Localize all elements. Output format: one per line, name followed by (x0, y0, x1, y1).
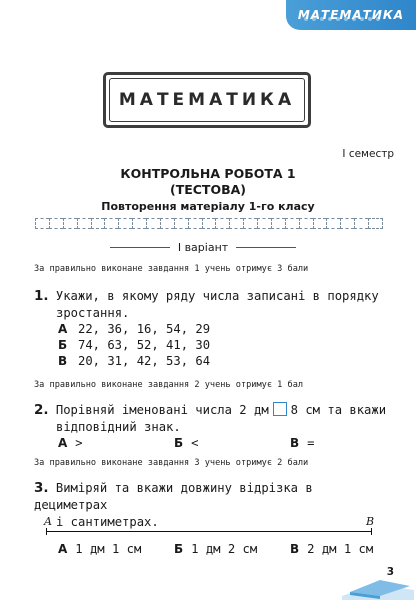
name-grid-cell[interactable] (271, 218, 285, 229)
task-3-option-a[interactable] (58, 542, 141, 556)
subject-corner-tab (286, 0, 416, 30)
name-grid-cell[interactable] (174, 218, 188, 229)
name-grid-cell[interactable] (63, 218, 77, 229)
option-letter: А (58, 322, 68, 336)
option-text: 1 дм 1 см (75, 542, 142, 556)
segment-end-tick (371, 528, 372, 535)
semester-label: І семестр (342, 148, 394, 160)
option-text: 1 дм 2 см (191, 542, 258, 556)
name-grid-cell[interactable] (215, 218, 229, 229)
name-grid-cell[interactable] (299, 218, 313, 229)
task-2-score-note: За правильно виконане завдання 2 учень отримує 1 бал (34, 380, 304, 390)
task-1-question (34, 288, 390, 322)
name-grid-cell[interactable] (229, 218, 243, 229)
name-grid-cell[interactable] (35, 218, 49, 229)
name-grid-cell[interactable] (91, 218, 105, 229)
segment-start-label: A (44, 515, 52, 528)
option-letter: В (58, 354, 68, 368)
task-2-text-line2: відповідний знак. (56, 420, 181, 434)
option-text: 2 дм 1 см (307, 542, 374, 556)
name-grid-cell[interactable] (354, 218, 368, 229)
option-letter: А (58, 542, 68, 556)
segment-end-label: B (366, 515, 375, 528)
student-name-grid[interactable] (35, 218, 383, 229)
task-3-number: 3. (34, 480, 49, 496)
name-grid-cell[interactable] (340, 218, 354, 229)
variant-label: І варіант (177, 240, 229, 254)
task-1-score-note: За правильно виконане завдання 1 учень отримує 3 бали (34, 264, 309, 274)
name-grid-cell[interactable] (49, 218, 63, 229)
name-grid-cell[interactable] (104, 218, 118, 229)
task-1-option-b[interactable] (58, 338, 210, 352)
book-icon (336, 566, 416, 600)
task-3-option-b[interactable] (174, 542, 257, 556)
task-2-text-line1b: 8 см та вкажи (290, 403, 387, 417)
task-3-question (34, 480, 390, 531)
work-topic: Повторення матеріалу 1-го класу (101, 200, 315, 213)
option-text: < (191, 436, 199, 450)
work-type: (ТЕСТОВА) (169, 182, 247, 197)
name-grid-cell[interactable] (77, 218, 91, 229)
option-letter: Б (58, 338, 68, 352)
divider (236, 247, 296, 248)
option-letter: Б (174, 436, 184, 450)
name-grid-cell[interactable] (243, 218, 257, 229)
name-grid-cell[interactable] (118, 218, 132, 229)
measure-segment (46, 531, 372, 532)
name-grid-cell[interactable] (326, 218, 340, 229)
task-2-option-b[interactable] (174, 436, 199, 450)
task-1-text-line1: Укажи, в якому ряду числа записані в порядку (55, 289, 379, 303)
name-grid-cell[interactable] (146, 218, 160, 229)
name-grid-cell[interactable] (257, 218, 271, 229)
corner-tab-label: МАТЕМАТИКА (297, 8, 404, 22)
name-grid-cell[interactable] (132, 218, 146, 229)
divider (110, 247, 170, 248)
option-letter: В (290, 436, 300, 450)
name-grid-cell[interactable] (188, 218, 202, 229)
name-grid-cell[interactable] (285, 218, 299, 229)
name-grid-cell[interactable] (313, 218, 327, 229)
variant-heading (110, 240, 296, 254)
task-3-text-line1: Виміряй та вкажи довжину відрізка в дециметрах (34, 481, 313, 512)
task-2-number: 2. (34, 402, 49, 418)
task-3-score-note: За правильно виконане завдання 3 учень отримує 2 бали (34, 458, 309, 468)
option-text: > (75, 436, 83, 450)
task-1-text-line2: зростання. (56, 306, 130, 320)
option-text: 20, 31, 42, 53, 64 (78, 354, 211, 368)
task-1-option-c[interactable] (58, 354, 210, 368)
page-number: 3 (386, 566, 394, 578)
option-letter: Б (174, 542, 184, 556)
name-grid-cell[interactable] (368, 218, 383, 229)
option-letter: А (58, 436, 68, 450)
task-3-option-c[interactable] (290, 542, 373, 556)
name-grid-cell[interactable] (160, 218, 174, 229)
option-text: 74, 63, 52, 41, 30 (78, 338, 211, 352)
task-2-option-c[interactable] (290, 436, 315, 450)
subject-title: МАТЕМАТИКА (118, 90, 296, 110)
option-text: 22, 36, 16, 54, 29 (78, 322, 211, 336)
segment-start-tick (46, 528, 47, 535)
task-2-text-line1a: Порівняй іменовані числа 2 дм (55, 403, 269, 417)
option-letter: В (290, 542, 300, 556)
name-grid-cell[interactable] (202, 218, 216, 229)
task-1-number: 1. (34, 288, 49, 304)
task-2-option-a[interactable] (58, 436, 83, 450)
subject-title-frame (103, 72, 311, 128)
work-title: КОНТРОЛЬНА РОБОТА 1 (120, 166, 296, 181)
task-3-text-line2: і сантиметрах. (56, 515, 159, 529)
option-text: = (307, 436, 315, 450)
task-2-question (34, 402, 390, 436)
comparison-box[interactable] (273, 402, 287, 416)
task-1-option-a[interactable] (58, 322, 210, 336)
